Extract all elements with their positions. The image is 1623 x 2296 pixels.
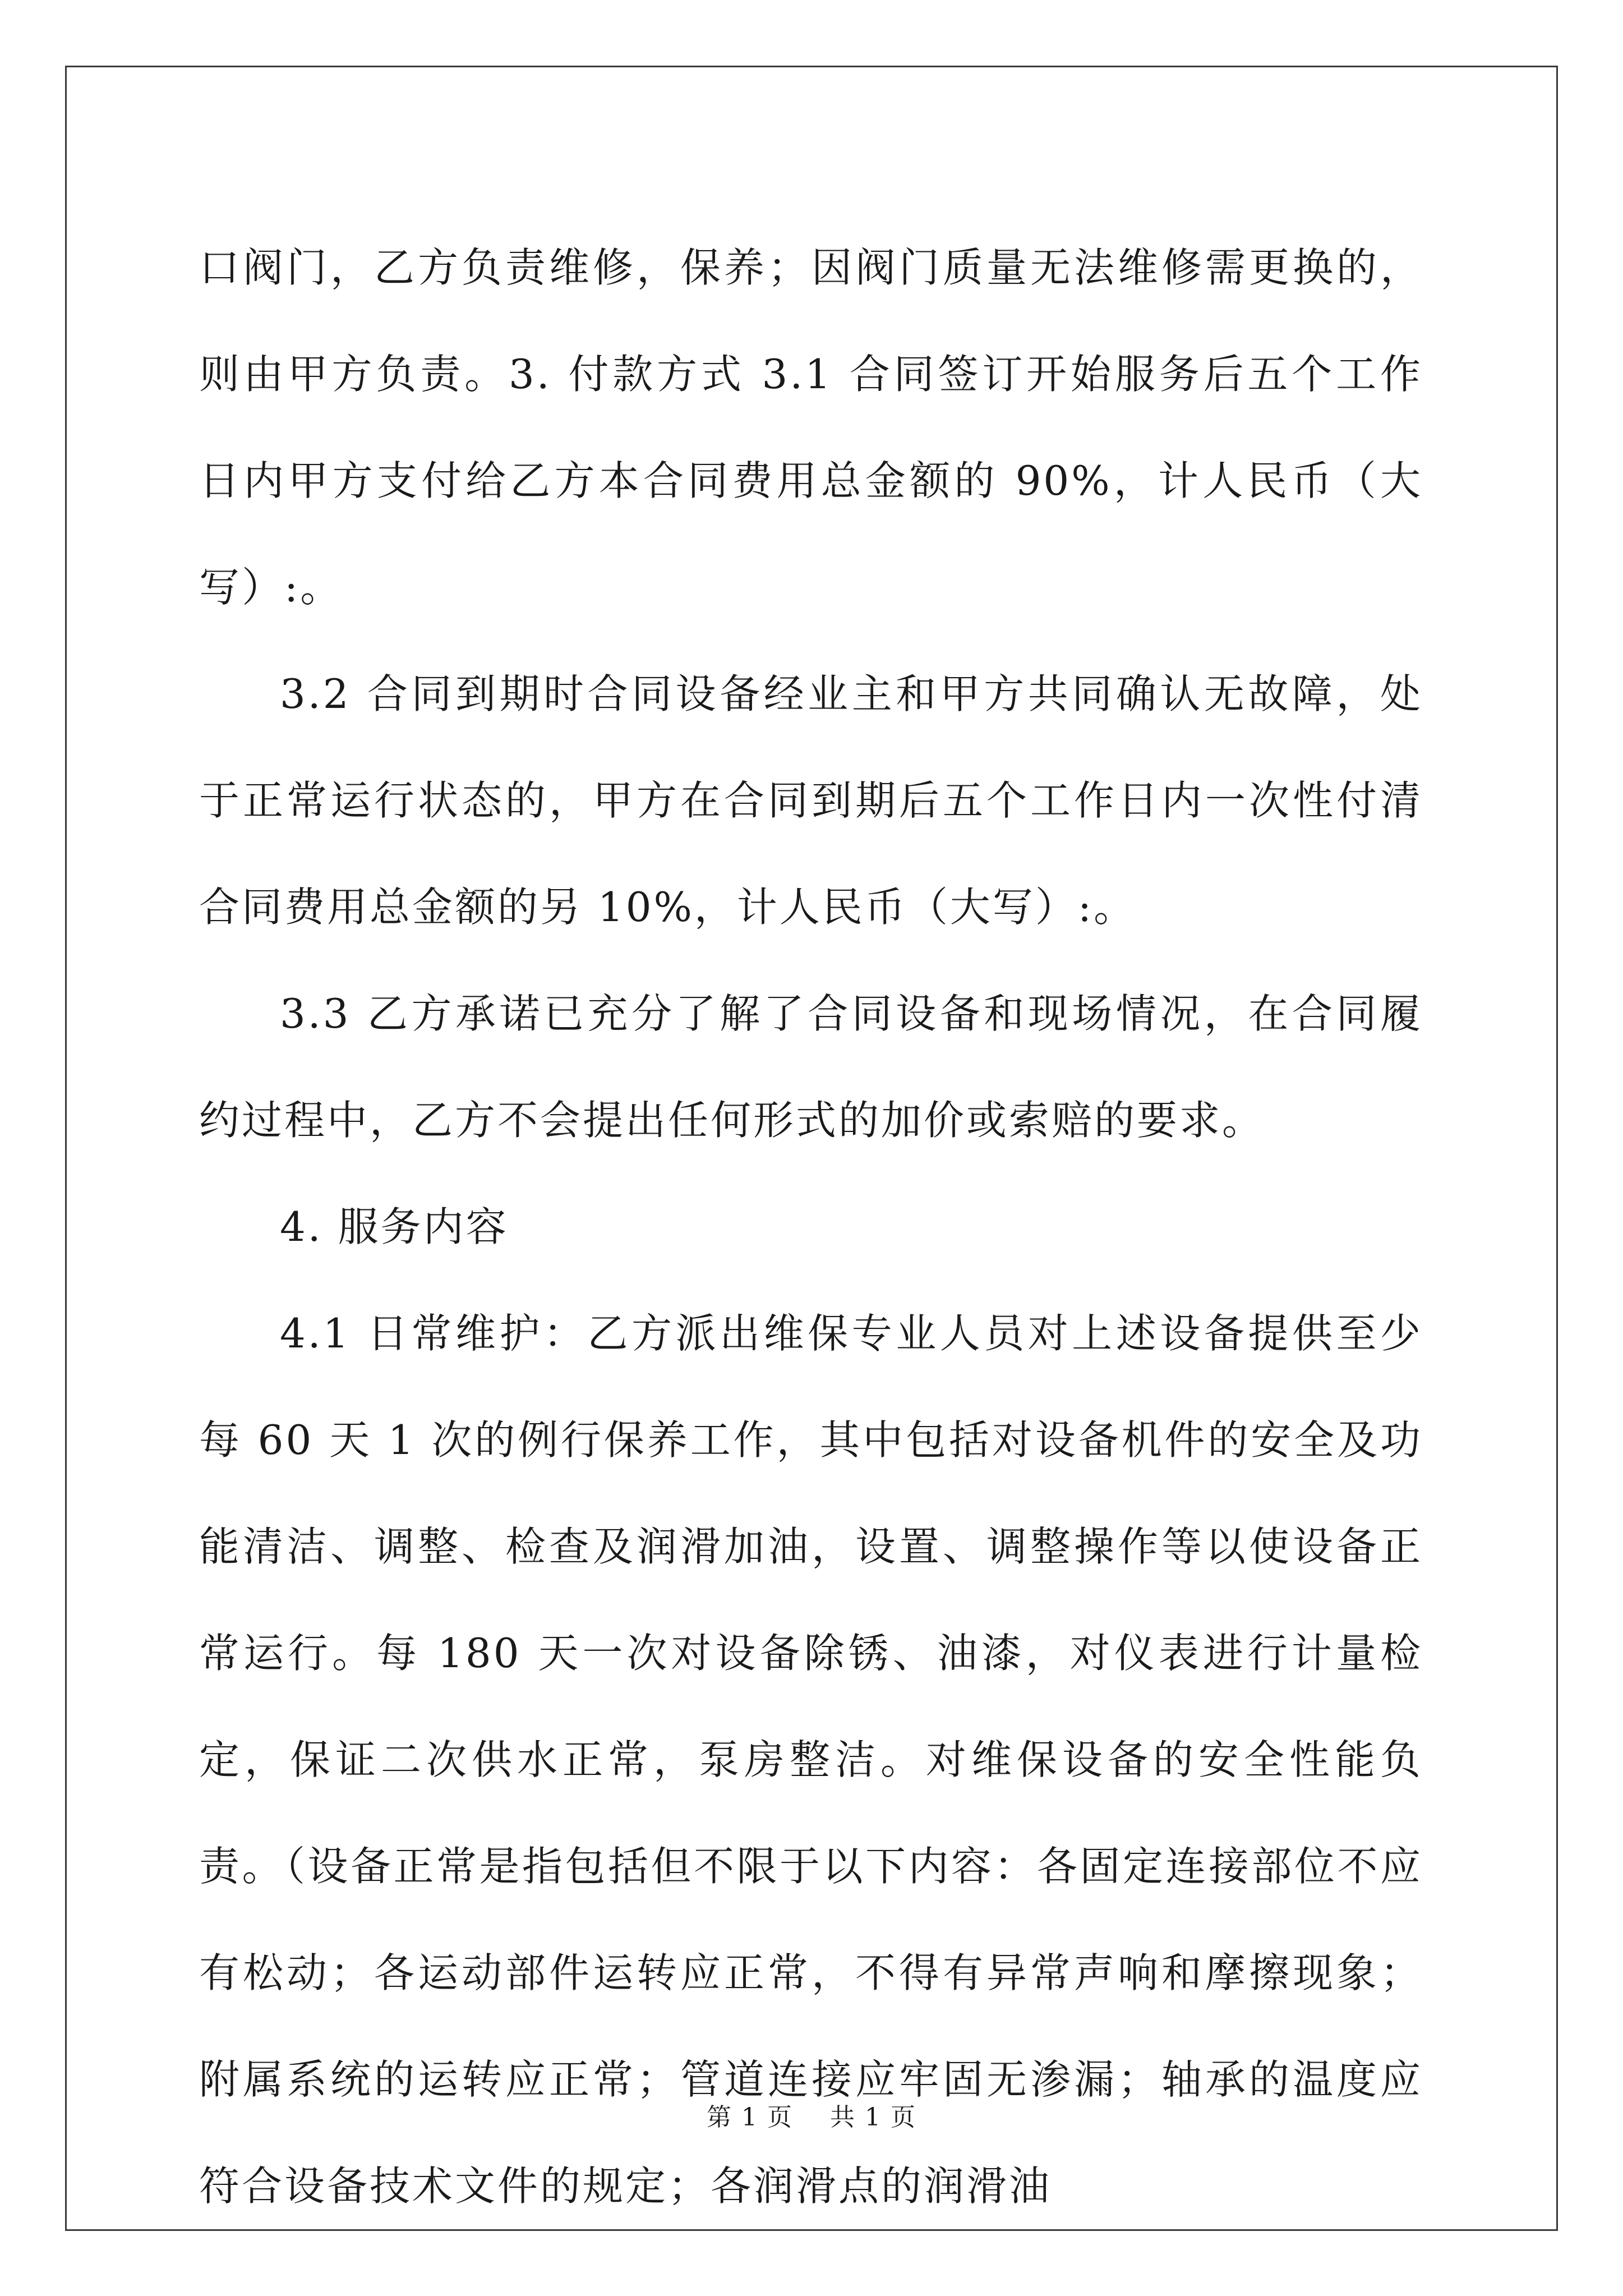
section-heading-service-content: 4. 服务内容 [280, 1203, 509, 1250]
page-total: 共 1 页 [830, 2103, 916, 2132]
paragraph-clause-4-1: 4.1 日常维护：乙方派出维保专业人员对上述设备提供至少每 60 天 1 次的例行保养工作，其中包括对设备机件的安全及功能清洁、调整、检查及润滑加油，设置、调整操作等以使设备正常运行。每 180 天一次对设备除锈、油漆，对仪表进行计量检定，保证二次供水正常，泵房整洁。对维保设备的安全性能负责。（设备正常是指包括但不限于以下内容：各固定连接部位不应有松动；各运动部件运转应正常，不得有异常声响和摩擦现象；附属系统的运转应正常；管道连接应牢固无渗漏；轴承的温度应符合设备技术文件的规定；各润滑点的润滑油 [199, 1310, 1423, 2210]
page-number: 第 1 页 [707, 2103, 793, 2132]
page-footer [0, 2101, 1623, 2134]
paragraph-clause-3-2: 3.2 合同到期时合同设备经业主和甲方共同确认无故障，处于正常运行状态的，甲方在合同到期后五个工作日内一次性付清合同费用总金额的另 10%，计人民币（大写）:。 [199, 670, 1423, 931]
paragraph-payment-terms: 口阀门，乙方负责维修，保养；因阀门质量无法维修需更换的，则由甲方负责。3. 付款方式 3.1 合同签订开始服务后五个工作日内甲方支付给乙方本合同费用总金额的 90%，计人民币（大写）:。 [199, 244, 1423, 611]
paragraph-clause-3-3: 3.3 乙方承诺已充分了解了合同设备和现场情况，在合同履约过程中，乙方不会提出任何形式的加价或索赔的要求。 [199, 990, 1423, 1144]
document-body [199, 214, 1423, 2239]
